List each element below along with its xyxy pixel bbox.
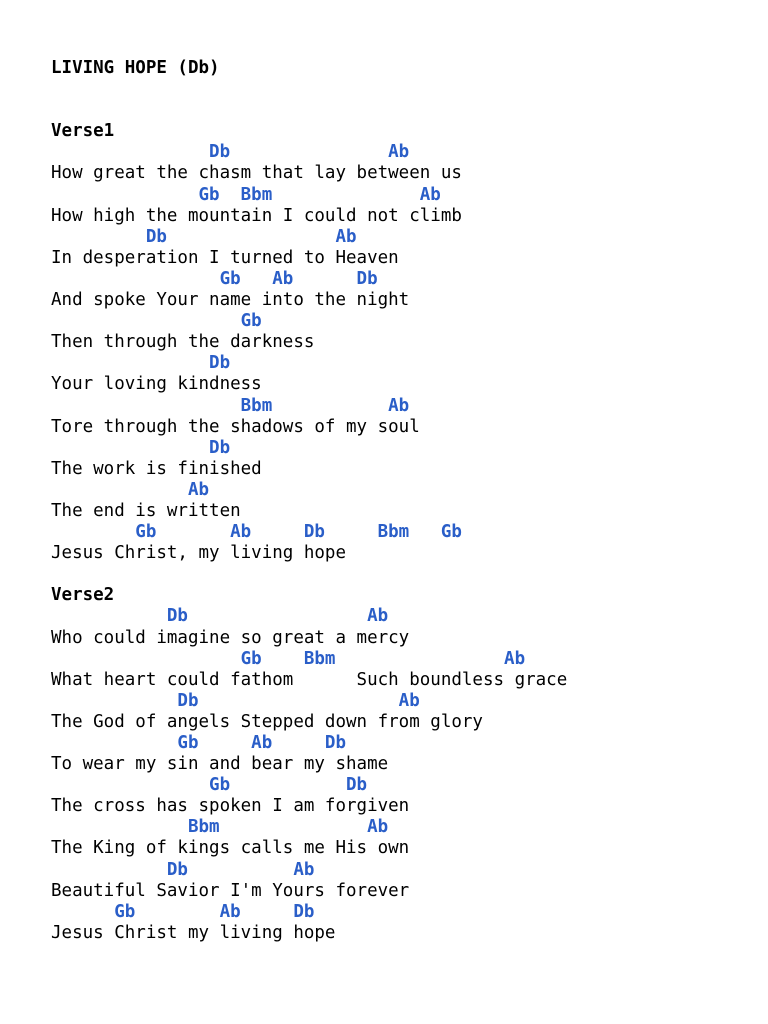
spacer (51, 79, 751, 100)
chord-line: Gb Bbm Ab (51, 184, 441, 205)
lyric-line: The cross has spoken I am forgiven (51, 796, 410, 817)
lyric-line: Then through the darkness (51, 332, 315, 353)
spacer (51, 100, 751, 121)
lyric-line: In desperation I turned to Heaven (51, 247, 399, 268)
section-label-verse1: Verse1 (51, 121, 115, 142)
chord-line: Db Ab (51, 606, 389, 627)
lyric-line: Your loving kindness (51, 374, 262, 395)
chord-line: Db (51, 353, 231, 374)
lyric-line: The work is finished (51, 458, 262, 479)
chord-line: Gb Bbm Ab (51, 648, 526, 669)
chord-line: Bbm Ab (51, 817, 389, 838)
chord-line: Db Ab (51, 690, 420, 711)
chord-line: Db (51, 437, 231, 458)
chord-line: Gb Ab Db Bbm Gb (51, 522, 462, 543)
spacer (51, 564, 751, 585)
chord-line: Ab (51, 479, 210, 500)
chord-line: Gb Db (51, 775, 368, 796)
lyric-line: The King of kings calls me His own (51, 838, 410, 859)
lyric-line: How high the mountain I could not climb (51, 205, 462, 226)
chord-line: Db Ab (51, 226, 357, 247)
lyric-line: Jesus Christ my living hope (51, 922, 336, 943)
lyric-line: To wear my sin and bear my shame (51, 754, 389, 775)
chord-line: Db Ab (51, 859, 315, 880)
lyric-line: Jesus Christ, my living hope (51, 543, 347, 564)
lyric-line: Beautiful Savior I'm Yours forever (51, 880, 410, 901)
section-label-verse2: Verse2 (51, 585, 115, 606)
chord-line: Gb Ab Db (51, 733, 347, 753)
lyric-line: What heart could fathom Such boundless grace (51, 669, 568, 690)
lyric-line: And spoke Your name into the night (51, 290, 410, 311)
lyric-line: How great the chasm that lay between us (51, 163, 462, 184)
lyric-line: The God of angels Stepped down from glory (51, 711, 483, 732)
chord-line: Bbm Ab (51, 395, 410, 416)
lyric-line: Tore through the shadows of my soul (51, 416, 420, 437)
song-title: LIVING HOPE (Db) (51, 58, 220, 78)
chord-sheet (51, 58, 751, 944)
lyric-line: Who could imagine so great a mercy (51, 627, 410, 648)
chord-line: Gb Ab Db (51, 901, 315, 922)
lyric-line: The end is written (51, 500, 241, 521)
chord-line: Gb Ab Db (51, 268, 378, 289)
chord-line: Db Ab (51, 142, 410, 163)
chord-line: Gb (51, 311, 262, 332)
